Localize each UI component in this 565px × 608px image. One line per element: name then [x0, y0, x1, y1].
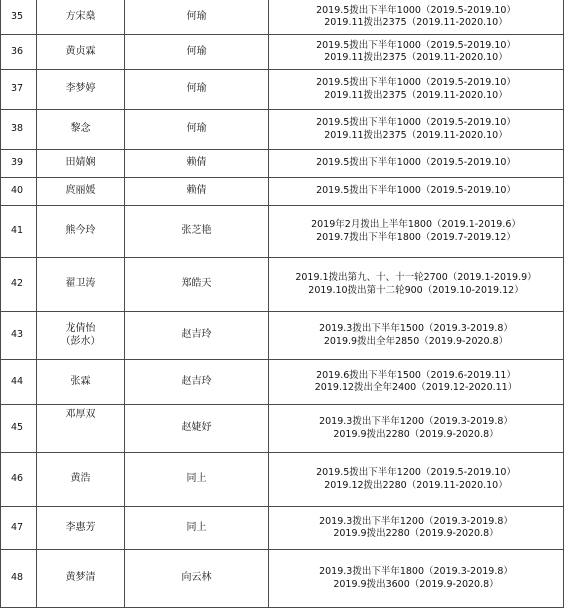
- helper-name: 赵吉玲: [125, 312, 269, 360]
- allocation-cell: [269, 110, 564, 150]
- allocation-cell: [269, 405, 564, 453]
- row-number: 43: [1, 312, 37, 360]
- allocation-line: 2019.5拨出下半年1000（2019.5-2019.10）: [316, 4, 516, 16]
- helper-name: 赵吉玲: [125, 360, 269, 405]
- allocation-line: 2019.11拨出2375（2019.11-2020.10）: [324, 52, 508, 63]
- table-row: [1, 206, 564, 258]
- allocation-cell: [269, 360, 564, 405]
- allocation-line: 2019.5拨出下半年1000（2019.5-2019.10）: [316, 77, 516, 88]
- student-name-note: （彭水）: [60, 335, 101, 347]
- allocation-cell: [269, 507, 564, 550]
- student-name: 张霖: [70, 375, 91, 387]
- row-number: 37: [1, 70, 37, 110]
- allocation-cell: [269, 35, 564, 70]
- allocation-line: 2019.3拨出下半年1200（2019.3-2019.8）: [319, 416, 513, 427]
- allocation-line: 2019.12拨出2280（2019.11-2020.10）: [324, 479, 508, 491]
- allocation-cell: [269, 258, 564, 312]
- student-name: 李惠芳: [65, 521, 96, 533]
- student-name: 庹丽媛: [65, 185, 96, 197]
- table-row: [1, 35, 564, 70]
- table-row: [1, 550, 564, 608]
- student-name-cell: [37, 453, 125, 507]
- table-row: [1, 178, 564, 206]
- row-number: 36: [1, 35, 37, 70]
- student-name: 方宋燊: [65, 10, 96, 22]
- helper-name: 何瑜: [125, 70, 269, 110]
- student-name-cell: [37, 35, 125, 70]
- table-row: [1, 258, 564, 312]
- allocation-line: 2019.11拨出2375（2019.11-2020.10）: [324, 17, 508, 28]
- student-name-cell: [37, 312, 125, 360]
- student-name: 邓厚双: [65, 409, 96, 420]
- allocation-line: 2019.9拨出全年2850（2019.9-2020.8）: [323, 335, 509, 347]
- allocation-line: 2019.6拨出下半年1500（2019.6-2019.11）: [316, 369, 516, 381]
- helper-name: 同上: [125, 507, 269, 550]
- allocation-line: 2019.9拨出2280（2019.9-2020.8）: [333, 428, 499, 440]
- row-number: 46: [1, 453, 37, 507]
- allocation-line: 2019.5拨出下半年1000（2019.5-2019.10）: [316, 39, 516, 51]
- table-row: [1, 405, 564, 453]
- student-name-cell: [37, 178, 125, 206]
- allocation-line: 2019.11拨出2375（2019.11-2020.10）: [324, 89, 508, 101]
- allocation-cell: [269, 178, 564, 206]
- row-number: 42: [1, 258, 37, 312]
- row-number: 41: [1, 206, 37, 258]
- helper-name: 何瑜: [125, 0, 269, 35]
- allocation-line: 2019.7拨出下半年1800（2019.7-2019.12）: [316, 231, 516, 243]
- helper-name: 向云林: [125, 550, 269, 608]
- table-row: [1, 507, 564, 550]
- student-name-cell: [37, 70, 125, 110]
- allocation-line: 2019.12拨出全年2400（2019.12-2020.11）: [314, 382, 518, 393]
- student-name: 李梦婷: [65, 83, 96, 95]
- helper-name: 同上: [125, 453, 269, 507]
- table-row: [1, 70, 564, 110]
- allocation-line: 2019.1拨出第九、十、十一轮2700（2019.1-2019.9）: [295, 272, 537, 283]
- allocation-line: 2019.3拨出下半年1500（2019.3-2019.8）: [319, 323, 513, 334]
- helper-name: 赖倩: [125, 150, 269, 178]
- allocation-line: 2019.11拨出2375（2019.11-2020.10）: [324, 129, 508, 141]
- student-name-cell: [37, 0, 125, 35]
- table-row: [1, 360, 564, 405]
- helper-name: 何瑜: [125, 35, 269, 70]
- student-name-cell: [37, 550, 125, 608]
- allocation-line: 2019.3拨出下半年1200（2019.3-2019.8）: [319, 515, 513, 527]
- allocation-cell: [269, 206, 564, 258]
- allocation-line: 2019.5拨出下半年1000（2019.5-2019.10）: [316, 185, 516, 197]
- allocation-cell: [269, 150, 564, 178]
- allocation-cell: [269, 70, 564, 110]
- helper-name: 何瑜: [125, 110, 269, 150]
- student-name-cell: [37, 258, 125, 312]
- row-number: 38: [1, 110, 37, 150]
- allocation-line: 2019.3拨出下半年1800（2019.3-2019.8）: [319, 566, 513, 577]
- row-number: 47: [1, 507, 37, 550]
- student-name-cell: [37, 405, 125, 453]
- table-row: [1, 453, 564, 507]
- allocation-cell: [269, 550, 564, 608]
- allocation-line: 2019.9拨出3600（2019.9-2020.8）: [333, 578, 499, 590]
- student-name: 龙倩怡: [65, 323, 96, 334]
- helper-name: 赖倩: [125, 178, 269, 206]
- student-name-cell: [37, 360, 125, 405]
- helper-name: 张芝艳: [125, 206, 269, 258]
- helper-name: 赵婕妤: [125, 405, 269, 453]
- row-number: 35: [1, 0, 37, 35]
- table-body: [1, 0, 564, 608]
- allocation-cell: [269, 453, 564, 507]
- allocation-cell: [269, 312, 564, 360]
- row-number: 39: [1, 150, 37, 178]
- student-name: 黄浩: [70, 473, 91, 485]
- student-name-cell: [37, 507, 125, 550]
- table-row: [1, 150, 564, 178]
- allocation-line: 2019年2月拨出上半年1800（2019.1-2019.6）: [311, 219, 521, 230]
- table-row: [1, 0, 564, 35]
- table-row: [1, 312, 564, 360]
- row-number: 45: [1, 405, 37, 453]
- allocation-line: 2019.5拨出下半年1200（2019.5-2019.10）: [316, 467, 516, 478]
- row-number: 44: [1, 360, 37, 405]
- student-name: 田婧娴: [65, 157, 96, 169]
- student-name: 黎念: [70, 123, 91, 135]
- row-number: 40: [1, 178, 37, 206]
- student-name: 黄贞霖: [65, 45, 96, 57]
- student-name: 黄梦清: [65, 572, 96, 584]
- allocation-line: 2019.9拨出2280（2019.9-2020.8）: [333, 528, 499, 539]
- row-number: 48: [1, 550, 37, 608]
- student-name: 熊今玲: [65, 225, 96, 237]
- student-name-cell: [37, 150, 125, 178]
- allocation-line: 2019.10拨出第十二轮900（2019.10-2019.12）: [308, 284, 524, 296]
- allocation-cell: [269, 0, 564, 35]
- table-row: [1, 110, 564, 150]
- allocation-line: 2019.5拨出下半年1000（2019.5-2019.10）: [316, 117, 516, 128]
- student-name: 翟卫涛: [65, 278, 96, 290]
- allocation-line: 2019.5拨出下半年1000（2019.5-2019.10）: [316, 157, 516, 169]
- student-name-cell: [37, 206, 125, 258]
- student-name-cell: [37, 110, 125, 150]
- helper-name: 郑皓天: [125, 258, 269, 312]
